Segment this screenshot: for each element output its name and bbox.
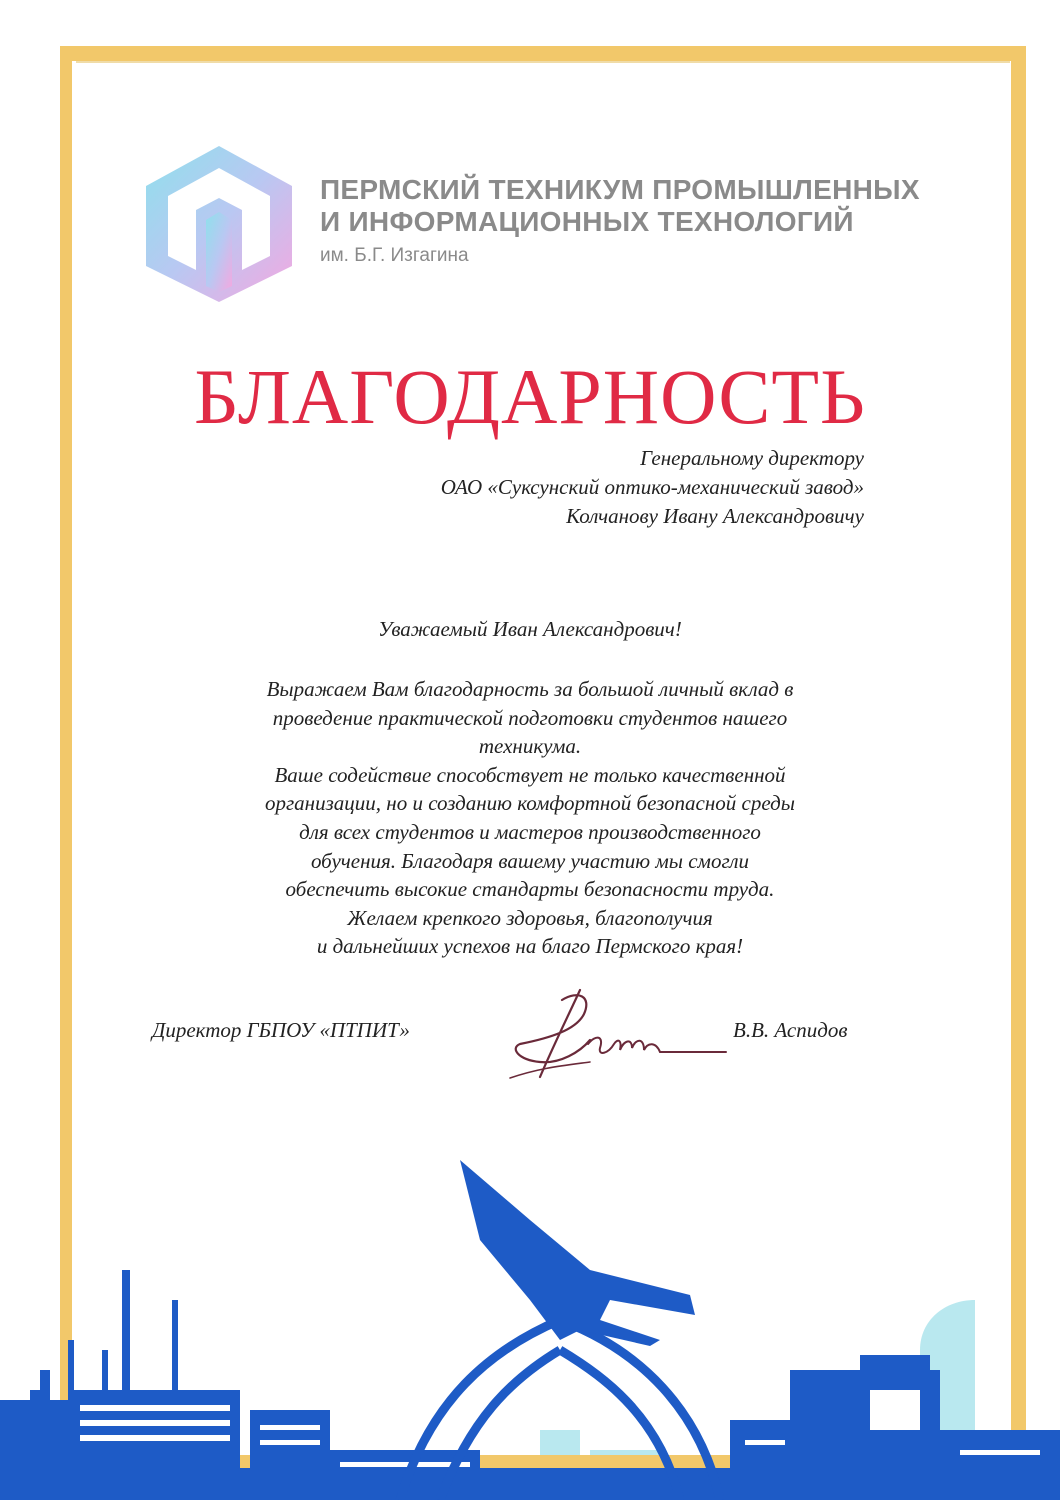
city-skyline-illustration [0, 1150, 1060, 1500]
body-line: проведение практической подготовки студентов нашего [272, 705, 788, 730]
organization-name [320, 174, 920, 270]
addressee-line-3: Колчанову Ивану Александровичу [566, 504, 864, 528]
greeting: Уважаемый Иван Александрович! [378, 617, 682, 641]
body-line: техникума. [478, 734, 582, 759]
addressee-line-2: ОАО «Суксунский оптико-механический завод» [440, 475, 864, 499]
frame-top [60, 46, 1026, 61]
body-paragraph [180, 675, 880, 961]
body-line: Выражаем Вам благодарность за большой личный вклад в [266, 677, 794, 701]
body-line: организации, но и созданию комфортной безопасной среды [264, 791, 796, 816]
signatory-name: В.В. Аспидов [733, 1018, 848, 1042]
body-line: и дальнейших успехов на благо Пермского края! [316, 934, 744, 959]
letter-body [180, 614, 880, 961]
org-line-2: И ИНФОРМАЦИОННЫХ ТЕХНОЛОГИЙ [320, 206, 854, 237]
document-title: БЛАГОДАРНОСТЬ [194, 353, 866, 440]
addressee-line-1: Генеральному директору [640, 446, 864, 470]
org-line-1: ПЕРМСКИЙ ТЕХНИКУМ ПРОМЫШЛЕННЫХ [320, 174, 920, 205]
addressee-block [441, 444, 864, 531]
handwritten-signature [500, 982, 730, 1092]
technikum-logo [146, 146, 292, 302]
body-line: для всех студентов и мастеров производственного [299, 819, 761, 844]
frame-inner-line [76, 61, 1010, 63]
signatory-title: Директор ГБПОУ «ПТПИТ» [152, 1018, 410, 1042]
airplane-monument [460, 1160, 695, 1346]
org-named-after: им. Б.Г. Изгагина [320, 245, 469, 266]
body-line: обучения. Благодаря вашему участию мы смогли [310, 848, 750, 873]
body-line: обеспечить высокие стандарты безопасности труда. [285, 877, 775, 902]
body-line: Ваше содействие способствует не только качественной [274, 762, 786, 787]
body-line: Желаем крепкого здоровья, благополучия [347, 905, 713, 930]
